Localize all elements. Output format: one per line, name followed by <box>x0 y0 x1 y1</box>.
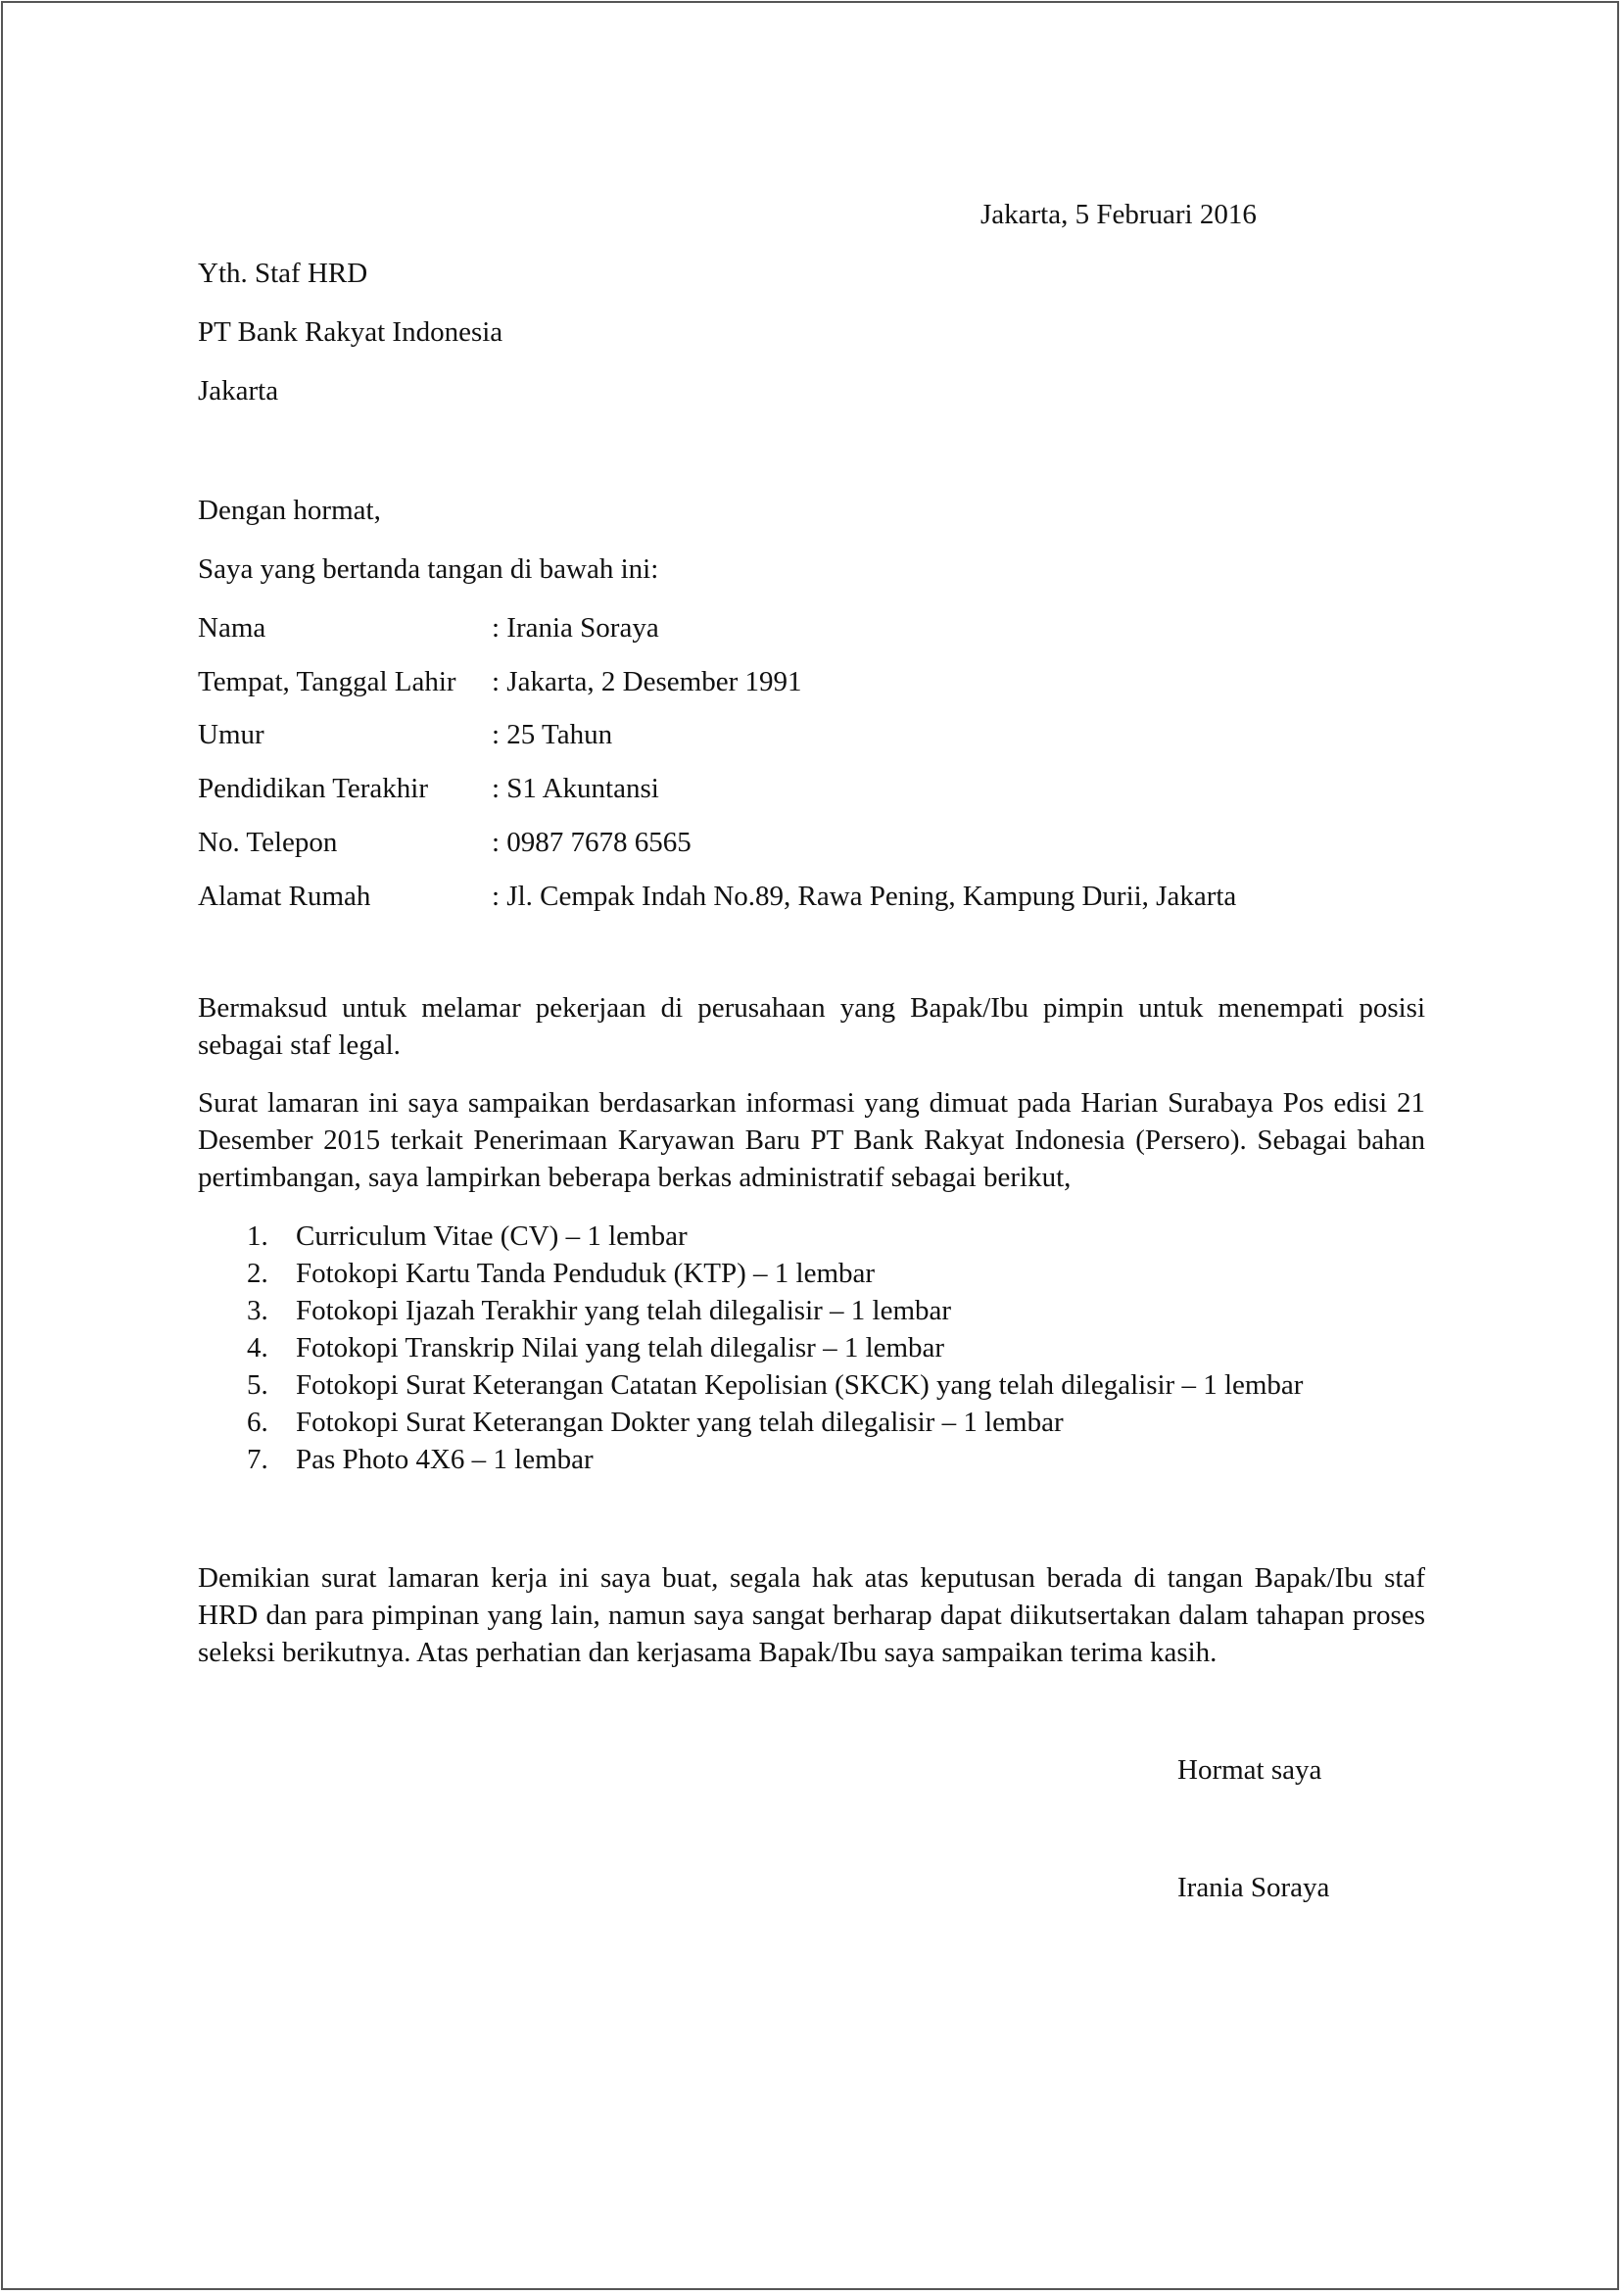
list-item-number: 5. <box>247 1369 268 1401</box>
recipient-line-1: Yth. Staf HRD <box>198 258 368 289</box>
identity-value: : 0987 7678 6565 <box>492 827 692 858</box>
intro-line: Saya yang bertanda tangan di bawah ini: <box>198 553 659 585</box>
paragraph-closing: Demikian surat lamaran kerja ini saya buat, segala hak atas keputusan berada di tangan Bapak/Ibu staf HRD dan para pimpinan yang lain, namun saya sangat berharap dapat diikutsertakan dalam tahapan proses seleksi berikutnya. Atas perhatian dan kerjasama Bapak/Ibu saya sampaikan terima kasih. <box>198 1562 1425 1668</box>
list-item-text: Fotokopi Kartu Tanda Penduduk (KTP) – 1 lembar <box>296 1258 876 1289</box>
identity-row-address <box>198 878 1236 915</box>
list-item <box>247 1218 688 1255</box>
identity-value: : S1 Akuntansi <box>492 773 659 804</box>
identity-label: No. Telepon <box>198 827 338 858</box>
identity-label: Tempat, Tanggal Lahir <box>198 666 456 697</box>
paragraph-purpose: Bermaksud untuk melamar pekerjaan di perusahaan yang Bapak/Ibu pimpin untuk menempati posisi sebagai staf legal. <box>198 992 1425 1061</box>
recipient-line-2: PT Bank Rakyat Indonesia <box>198 316 503 348</box>
identity-value: : Jakarta, 2 Desember 1991 <box>492 666 802 697</box>
list-item-number: 1. <box>247 1220 268 1252</box>
identity-value: : Irania Soraya <box>492 612 659 644</box>
recipient-line-3: Jakarta <box>198 375 279 406</box>
identity-value: : Jl. Cempak Indah No.89, Rawa Pening, Kampung Durii, Jakarta <box>492 881 1237 912</box>
identity-label: Alamat Rumah <box>198 881 371 912</box>
identity-label: Nama <box>198 612 266 644</box>
paragraph-source: Surat lamaran ini saya sampaikan berdasarkan informasi yang dimuat pada Harian Surabaya Pos edisi 21 Desember 2015 terkait Penerimaan Karyawan Baru PT Bank Rakyat Indonesia (Persero). Sebagai bahan pertimbangan, saya lampirkan beberapa berkas administratif sebagai berikut, <box>198 1087 1425 1193</box>
identity-row-name <box>198 609 659 646</box>
list-item-number: 4. <box>247 1332 268 1363</box>
list-item-text: Curriculum Vitae (CV) – 1 lembar <box>296 1220 688 1252</box>
identity-row-education <box>198 770 659 807</box>
identity-row-birth <box>198 663 801 700</box>
list-item <box>247 1255 875 1292</box>
identity-value: : 25 Tahun <box>492 719 613 750</box>
list-item-text: Fotokopi Surat Keterangan Catatan Kepolisian (SKCK) yang telah dilegalisir – 1 lembar <box>296 1369 1304 1401</box>
list-item <box>247 1404 1064 1441</box>
list-item <box>247 1366 1303 1404</box>
list-item-number: 6. <box>247 1407 268 1438</box>
letter-date: Jakarta, 5 Februari 2016 <box>980 199 1257 230</box>
identity-label: Umur <box>198 719 264 750</box>
list-item <box>247 1329 944 1366</box>
list-item <box>247 1441 594 1478</box>
sign-off: Hormat saya <box>1177 1754 1322 1786</box>
list-item-number: 3. <box>247 1295 268 1326</box>
list-item <box>247 1292 951 1329</box>
identity-row-age <box>198 716 612 753</box>
list-item-number: 2. <box>247 1258 268 1289</box>
list-item-text: Fotokopi Ijazah Terakhir yang telah dilegalisir – 1 lembar <box>296 1295 952 1326</box>
list-item-text: Fotokopi Transkrip Nilai yang telah dilegalisr – 1 lembar <box>296 1332 945 1363</box>
identity-row-phone <box>198 824 692 861</box>
salutation: Dengan hormat, <box>198 495 381 526</box>
identity-label: Pendidikan Terakhir <box>198 773 429 804</box>
list-item-text: Pas Photo 4X6 – 1 lembar <box>296 1444 594 1475</box>
list-item-text: Fotokopi Surat Keterangan Dokter yang telah dilegalisir – 1 lembar <box>296 1407 1064 1438</box>
signer-name: Irania Soraya <box>1177 1872 1330 1903</box>
list-item-number: 7. <box>247 1444 268 1475</box>
